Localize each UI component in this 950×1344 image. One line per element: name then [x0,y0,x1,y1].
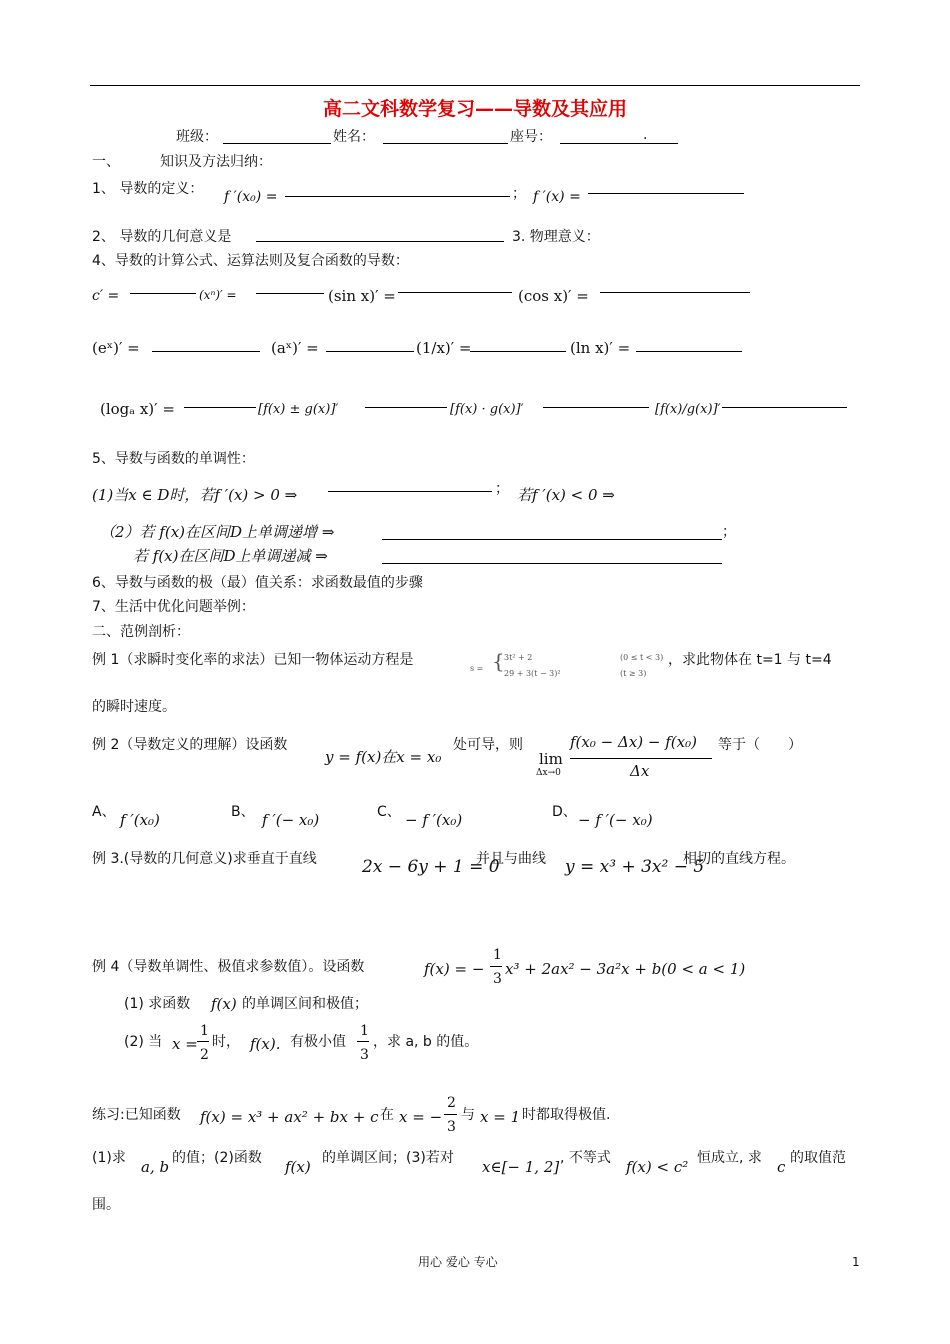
option-c-value[interactable]: − f ′(x₀) [405,811,463,829]
practice-text: 练习:已知函数 [92,1107,181,1123]
option-b-label[interactable]: B、 [231,804,255,820]
example4-function: f(x) = − [424,960,485,978]
item7-label: 7、生活中优化问题举例： [92,599,255,615]
footer-slogan: 用心 爱心 专心 [418,1255,498,1269]
example4-q2-xden: 2 [200,1047,209,1063]
limit-subscript: Δx→0 [536,768,561,778]
class-blank[interactable] [223,143,331,144]
derivative-at-x0: f ′(x₀) = [224,189,278,205]
practice2-inequality: f(x) < c² [626,1158,689,1176]
r3-blank-3[interactable] [543,407,649,408]
piecewise-brace: { [492,649,505,673]
section1-heading: 知识及方法归纳： [160,154,272,170]
def-blank-1[interactable] [285,196,510,197]
example4-q2-text: (2) 当 [124,1034,163,1050]
r3-blank-1[interactable] [184,407,256,408]
option-d-label[interactable]: D、 [552,804,577,820]
r3-blank-4[interactable] [722,407,847,408]
example4-frac-den: 3 [493,971,502,987]
example3-text: 例 3.(导数的几何意义)求垂直于直线 [92,851,317,867]
piecewise-cond1: (0 ≤ t < 3) [620,653,664,662]
practice2-c: c [777,1158,786,1176]
exp-derivative: (eˣ)′ = [92,339,140,357]
seat-mark: . [643,127,648,143]
example4-q2-text-d: ，求 a, b 的值。 [373,1034,479,1050]
r1-blank-2[interactable] [256,293,324,294]
product-rule: [f(x) · g(x)]′ [450,402,524,417]
piecewise-s: s = [470,664,484,673]
r1-blank-1[interactable] [130,293,196,294]
limit-symbol: lim [539,750,563,768]
example3-curve: y = x³ + 3x² − 5 [565,857,705,877]
option-d-value[interactable]: − f ′(− x₀) [578,811,653,829]
log-derivative: (logₐ x)′ = [100,400,175,418]
practice-x1-den: 3 [447,1119,456,1135]
practice2-text-f: 的取值范 [790,1150,846,1166]
page-title: 高二文科数学复习——导数及其应用 [322,98,627,120]
example4-q2-vden: 3 [360,1047,369,1063]
example2-text: 例 2（导数定义的理解）设函数 [92,737,288,753]
r1-blank-4[interactable] [600,292,750,293]
piecewise-case1: 3t² + 2 [504,653,533,662]
practice2-text-b: 的值；(2)函数 [172,1150,262,1166]
piecewise-case2: 29 + 3(t − 3)² [504,669,561,678]
geom-blank[interactable] [256,241,504,242]
item1-label: 1、 导数的定义： [92,181,204,197]
sin-derivative: (sin x)′ = [328,287,396,305]
r2-blank-4[interactable] [636,351,742,352]
name-label: 姓名： [333,129,375,145]
example4-q2-func: f(x). [250,1035,281,1053]
mono-blank-2[interactable] [382,539,722,540]
example2-text-b: 处可导，则 [453,737,523,753]
name-blank[interactable] [383,143,508,144]
decrease-condition: 若f ′(x) < 0 ⇒ [517,486,615,504]
example4-q2-vbar [357,1041,369,1042]
mono-blank-1[interactable] [328,491,492,492]
r2-blank-2[interactable] [326,351,414,352]
practice-function: f(x) = x³ + ax² + bx + c [200,1108,379,1126]
item1-sep: ； [512,186,526,202]
example3-text-c: 相切的直线方程。 [683,851,795,867]
item5-label: 5、导数与函数的单调性： [92,451,255,467]
practice2-text: (1)求 [92,1150,126,1166]
limit-numerator: f(x₀ − Δx) − f(x₀) [570,733,697,751]
ax-derivative: (aˣ)′ = [271,339,319,357]
limit-fraction-bar [570,758,712,759]
r2-blank-1[interactable] [152,351,260,352]
derivative-function: f ′(x) = [533,189,581,205]
seat-label: 座号： [510,129,552,145]
practice2-text-c: 的单调区间；(3)若对 [322,1150,454,1166]
const-derivative: c′ = [92,288,120,304]
option-b-value[interactable]: f ′(− x₀) [262,811,320,829]
practice2-ab: a, b [141,1158,170,1176]
power-derivative: (xⁿ)′ = [199,288,237,302]
sum-rule: [f(x) ± g(x)]′ [258,402,339,417]
section2-heading: 二、范例剖析： [92,624,190,640]
practice-x1: x = − [399,1108,443,1126]
practice-x2: x = 1 [480,1108,521,1126]
cos-derivative: (cos x)′ = [518,287,589,305]
example1-text-b: ，求此物体在 t=1 与 t=4 [668,652,832,668]
r1-blank-3[interactable] [398,292,512,293]
example4-function-rest: x³ + 2ax² − 3a²x + b(0 < a < 1) [505,960,746,978]
quotient-rule: [f(x)/g(x)]′ [655,402,721,417]
practice-text-c: 与 [461,1107,475,1123]
example3-text-b: 并且与曲线 [476,851,546,867]
increasing-interval: （2）若 f(x)在区间D上单调递增 ⇒ [100,523,335,541]
example4-frac-num: 1 [493,947,502,963]
r2-blank-3[interactable] [470,351,566,352]
example4-q1-func: f(x) [211,995,237,1013]
decreasing-interval: 若 f(x)在区间D上单调递减 ⇒ [133,547,328,565]
item6-label: 6、导数与函数的极（最）值关系：求函数最值的步骤 [92,575,423,591]
top-rule [90,85,860,86]
practice2-text-e: 恒成立, 求 [697,1150,762,1166]
example3-line: 2x − 6y + 1 = 0 [362,857,500,877]
example4-q2-x: x = [172,1035,198,1053]
example4-q1-text: (1) 求函数 [124,996,191,1012]
reciprocal-derivative: (1/x)′ = [416,339,472,357]
practice2-text-d: , 不等式 [560,1150,611,1166]
example4-q2-text-c: 有极小值 [290,1034,346,1050]
item4-label: 4、导数的计算公式、运算法则及复合函数的导数： [92,253,409,269]
practice-x1-num: 2 [447,1095,456,1111]
example4-q2-vnum: 1 [360,1023,369,1039]
option-a-label[interactable]: A、 [92,804,116,820]
item3-label: 3. 物理意义： [512,229,600,245]
def-blank-2[interactable] [588,193,744,194]
class-label: 班级： [176,129,218,145]
example2-function: y = f(x)在x = x₀ [325,748,442,766]
example1-text-c: 的瞬时速度。 [92,699,176,715]
example4-text: 例 4（导数单调性、极值求参数值）。设函数 [92,959,365,975]
practice2-func: f(x) [285,1158,311,1176]
practice-text-d: 时都取得极值. [522,1107,611,1123]
practice3-text: 围。 [92,1197,120,1213]
r3-blank-2[interactable] [365,407,447,408]
example4-frac-bar [490,966,502,967]
example4-q2-text-b: 时， [212,1034,240,1050]
page-number: 1 [852,1255,860,1269]
item5a-sep: ； [495,481,509,497]
practice-text-b: 在 [380,1107,394,1123]
option-a-value[interactable]: f ′(x₀) [120,811,160,829]
practice2-interval: x∈[− 1, 2] [482,1158,560,1176]
ln-derivative: (ln x)′ = [570,339,631,357]
example4-q2-xnum: 1 [200,1023,209,1039]
example2-text-c: 等于（ ） [718,737,802,753]
increase-condition: (1)当x ∈ D时，若f ′(x) > 0 ⇒ [92,486,298,504]
mono-blank-3[interactable] [382,563,722,564]
limit-denominator: Δx [630,762,650,780]
example4-q2-xbar [197,1041,209,1042]
item2-label: 2、 导数的几何意义是 [92,229,232,245]
option-c-label[interactable]: C、 [377,804,401,820]
example1-text: 例 1（求瞬时变化率的求法）已知一物体运动方程是 [92,652,414,668]
example4-q1-text-b: 的单调区间和极值； [242,996,368,1012]
piecewise-cond2: (t ≥ 3) [620,669,647,678]
practice-x1-bar [444,1114,457,1115]
item5b-sep: ； [722,524,736,540]
seat-blank[interactable] [560,143,678,144]
section1-number: 一、 [92,154,120,170]
